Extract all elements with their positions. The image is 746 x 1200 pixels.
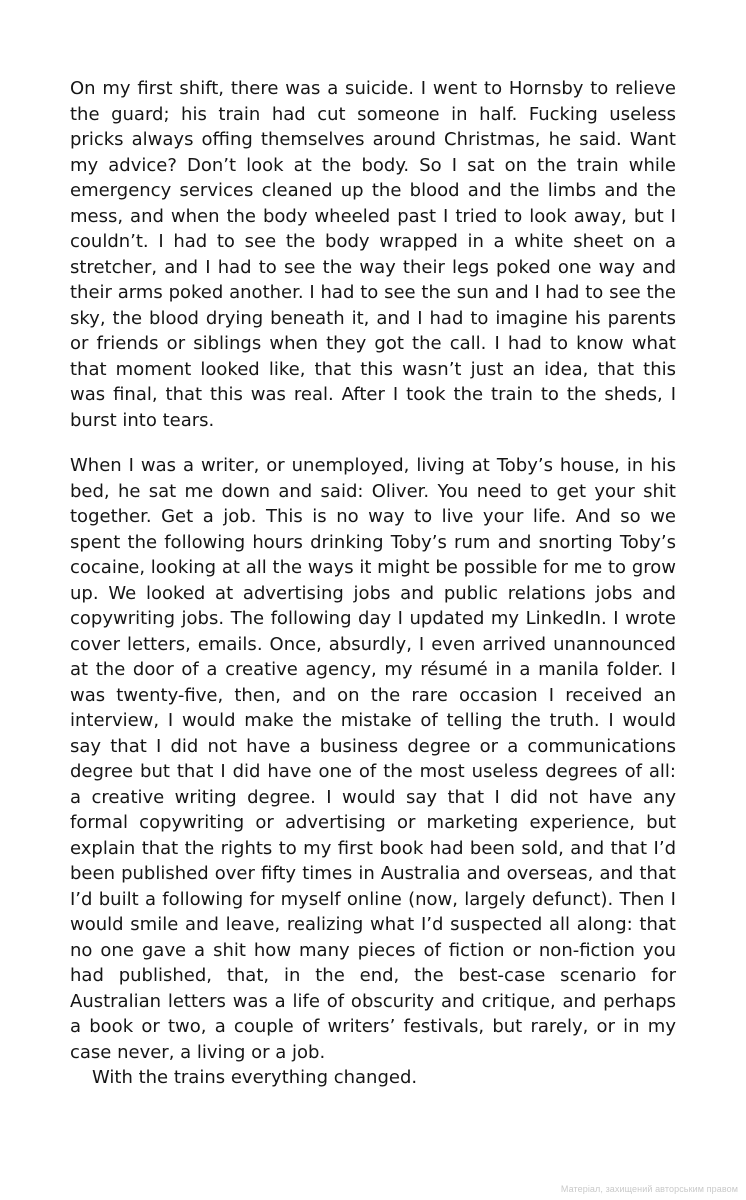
paragraph-trains-changed: With the trains everything changed. xyxy=(92,1067,418,1088)
page-body xyxy=(70,76,676,1091)
paragraph-writer-unemployed: When I was a writer, or unemployed, living at Toby’s house, in his bed, he sat me down and said: Oliver. You need to get your shit together. Get a job. This is no way to live your life. And so we spent the following hours drinking Toby’s rum and snorting Toby’s cocaine, looking at all the ways it might be possible for me to grow up. We looked at advertising jobs and public relations jobs and copywriting jobs. The following day I updated my LinkedIn. I wrote cover letters, emails. Once, absurdly, I even arrived unannounced at the door of a creative agency, my résumé in a manila folder. I was twenty-five, then, and on the rare occasion I received an interview, I would make the mistake of telling the truth. I would say that I did not have a business degree or a communications degree but that I did have one of the most useless degrees of all: a creative writing degree. I would say that I did not have any formal copywriting or advertising or marketing experience, but explain that the rights to my first book had been sold, and that I’d been published over fifty times in Australia and overseas, and that I’d built a following for myself online (now, largely defunct). Then I would smile and leave, realizing what I’d suspected all along: that no one gave a shit how many pieces of fiction or non-fiction you had published, that, in the end, the best-case scenario for Australian letters was a life of obscurity and critique, and perhaps a book or two, a couple of writers’ festivals, but rarely, or in my case never, a living or a job. xyxy=(70,455,676,1063)
paragraph-suicide-shift: On my first shift, there was a suicide. I went to Hornsby to relieve the guard; his train had cut someone in half. Fucking useless pricks always offing themselves around Christmas, he said. Want my advice? Don’t look at the body. So I sat on the train while emergency services cleaned up the blood and the limbs and the mess, and when the body wheeled past I tried to look away, but I couldn’t. I had to see the body wrapped in a white sheet on a stretcher, and I had to see the way their legs poked one way and their arms poked another. I had to see the sun and I had to see the sky, the blood drying beneath it, and I had to imagine his parents or friends or siblings when they got the call. I had to know what that moment looked like, that this wasn’t just an idea, that this was final, that this was real. After I took the train to the sheds, I burst into tears. xyxy=(70,78,676,431)
copyright-watermark: Матеріал, захищений авторським правом xyxy=(560,1184,738,1194)
